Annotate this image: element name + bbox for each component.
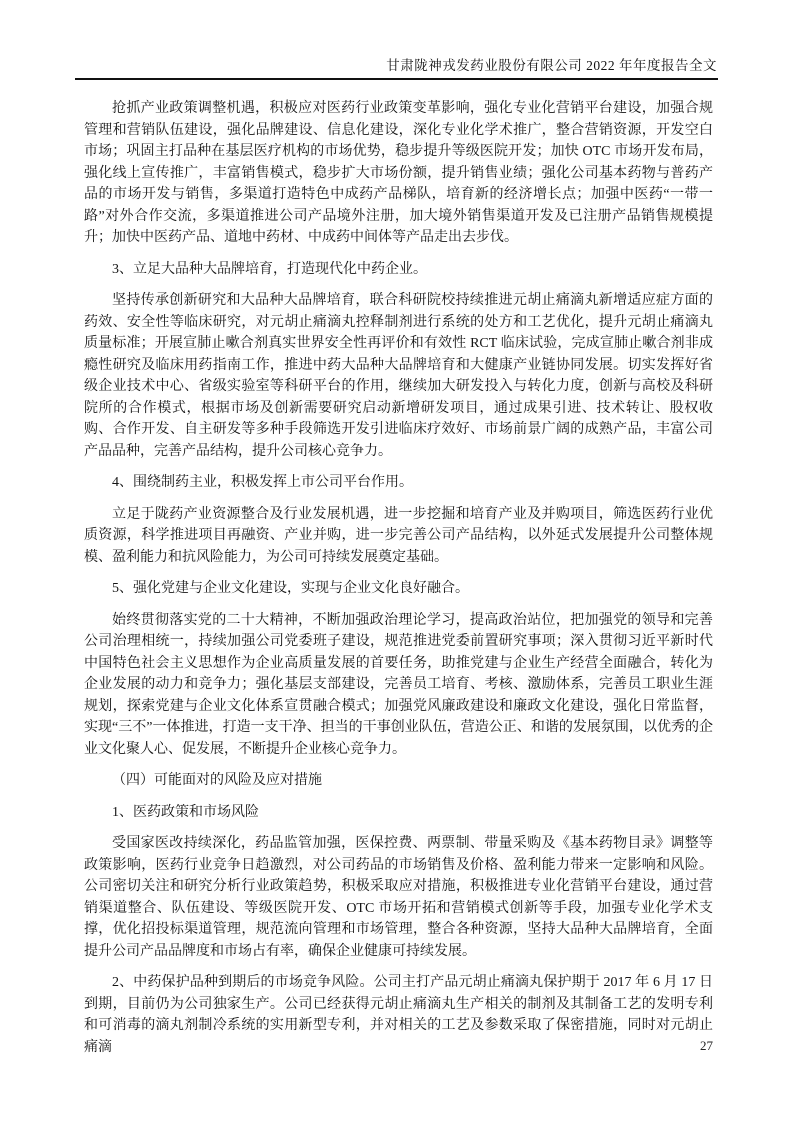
document-body [84,98,713,1068]
section-heading: 5、强化党建与企业文化建设，实现与企业文化良好融合。 [112,581,469,596]
page-header: 甘肃陇神戎发药业股份有限公司 2022 年年度报告全文 [386,58,717,73]
section-heading: 4、围绕制药主业，积极发挥上市公司平台作用。 [112,475,413,490]
paragraph: 抢抓产业政策调整机遇，积极应对医药行业政策变革影响，强化专业化营销平台建设，加强合规管理和营销队伍建设，强化品牌建设、信息化建设，深化专业化学术推广，整合营销资源，开发空白市场；巩固主打品种在基层医疗机构的市场优势，稳步提升等级医院开发；加快 OTC 市场开发布局，强化线上宣传推广，丰富销售模式，稳步扩大市场份额，提升销售业绩；强化公司基本药物与普药产品的市场开发与销售，多渠道打造特色中成药产品梯队，培育新的经济增长点；加强中医药“一带一路”对外合作交流，多渠道推进公司产品境外注册，加大境外销售渠道开发及已注册产品销售规模提升；加快中医药产品、道地中药材、中成药中间体等产品走出去步伐。 [84,101,713,245]
page-number: 27 [700,1038,713,1053]
section-heading: （四）可能面对的风险及应对措施 [112,773,322,788]
paragraph: 始终贯彻落实党的二十大精神，不断加强政治理论学习，提高政治站位，把加强党的领导和完善公司治理相统一，持续加强公司党委班子建设，规范推进党委前置研究事项；深入贯彻习近平新时代中国特色社会主义思想作为企业高质量发展的首要任务，助推党建与企业生产经营全面融合，转化为企业发展的动力和竞争力；强化基层支部建设，完善员工培育、考核、激励体系，完善员工职业生涯规划，探索党建与企业文化体系宣贯融合模式；加强党风廉政建设和廉政文化建设，强化日常监督，实现“三不”一体推进，打造一支干净、担当的干事创业队伍，营造公正、和谐的发展氛围，以优秀的企业文化聚人心、促发展，不断提升企业核心竞争力。 [84,612,713,757]
paragraph: 坚持传承创新研究和大品种大品牌培育，联合科研院校持续推进元胡止痛滴丸新增适应症方面的药效、安全性等临床研究，对元胡止痛滴丸控释制剂进行系统的处方和工艺优化，提升元胡止痛滴丸质量标准；开展宣肺止嗽合剂真实世界安全性再评价和有效性 RCT 临床试验，完成宣肺止嗽合剂非成瘾性研究及临床用药指南工作，推进中药大品种大品牌培育和大健康产业链协同发展。切实发挥好省级企业技术中心、省级实验室等科研平台的作用，继续加大研发投入与转化力度，创新与高校及科研院所的合作模式，根据市场及创新需要研究启动新增研发项目，通过成果引进、技术转让、股权收购、合作开发、自主研发等多种手段筛选开发引进临床疗效好、市场前景广阔的成熟产品，丰富公司产品品种，完善产品结构，提升公司核心竞争力。 [84,293,713,459]
paragraph: 立足于陇药产业资源整合及行业发展机遇，进一步挖掘和培育产业及并购项目，筛选医药行业优质资源，科学推进项目再融资、产业并购，进一步完善公司产品结构，以外延式发展提升公司整体规模、盈利能力和抗风险能力，为公司可持续发展奠定基础。 [84,506,713,565]
paragraph: 2、中药保护品种到期后的市场竞争风险。公司主打产品元胡止痛滴丸保护期于 2017 年 6 月 17 日到期，目前仍为公司独家生产。公司已经获得元胡止痛滴丸生产相关的制剂及其制备工艺的发明专利和可消毒的滴丸剂制冷系统的实用新型专利，并对相关的工艺及参数采取了保密措施，同时对元胡止痛滴 [84,975,713,1055]
header-rule [75,78,718,80]
section-heading: 1、医药政策和市场风险 [112,804,259,820]
section-heading: 3、立足大品种大品牌培育，打造现代化中药企业。 [112,261,427,277]
paragraph: 受国家医改持续深化，药品监管加强，医保控费、两票制、带量采购及《基本药物目录》调整等政策影响，医药行业竞争日趋激烈，对公司药品的市场销售及价格、盈利能力带来一定影响和风险。公司密切关注和研究分析行业政策趋势，积极采取应对措施，积极推进专业化营销平台建设，通过营销渠道整合、队伍建设、等级医院开发、OTC 市场开拓和营销模式创新等手段，加强专业化学术支撑，优化招投标渠道管理，规范流向管理和市场管理，整合各种资源，坚持大品种大品牌培育，全面提升公司产品品牌度和市场占有率，确保企业健康可持续发展。 [84,836,713,959]
